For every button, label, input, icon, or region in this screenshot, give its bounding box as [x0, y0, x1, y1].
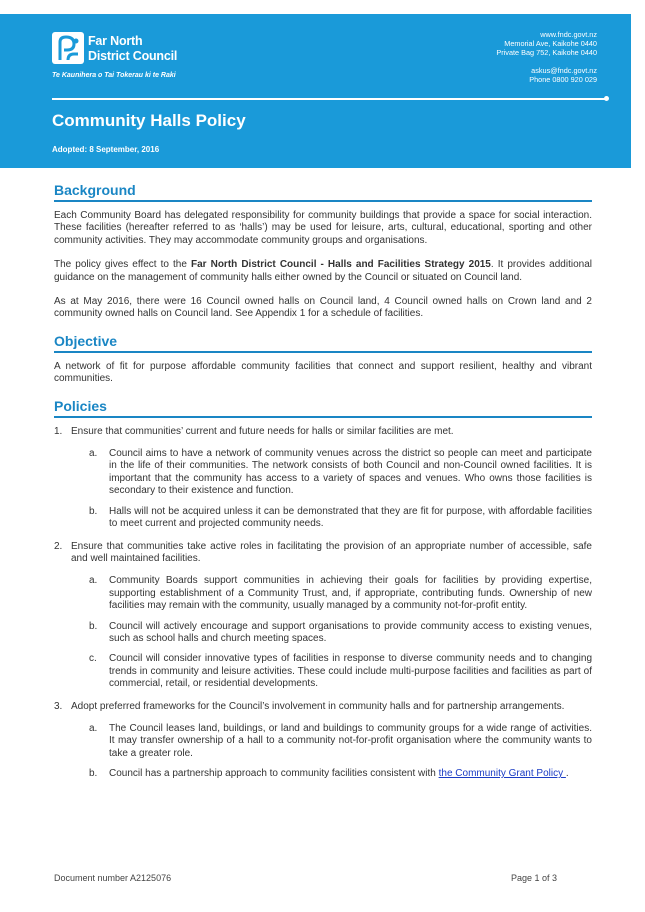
policy-sublist	[71, 723, 592, 781]
policy-sublist	[71, 575, 592, 690]
adopted-date: Adopted: 8 September, 2016	[52, 145, 160, 154]
contact-block	[496, 30, 597, 84]
objective-paragraph: A network of fit for purpose affordable community facilities that connect and support resilient, healthy and vibrant communities.	[54, 360, 592, 385]
policy-subitem: b. Halls will not be acquired unless it can be demonstrated that they are fit for purpose, with affordable facilities to meet current and projected community needs.	[89, 505, 592, 530]
phone-number: Phone 0800 920 029	[529, 75, 597, 84]
council-logo-icon	[52, 32, 84, 64]
background-paragraph-1: Each Community Board has delegated responsibility for community buildings that provide a space for social interaction. These facilities (hereafter referred to as ‘halls’) may be used for leisure, arts, cultural, educational, sporting and other community activities. They may accommodate community groups and organisations.	[54, 210, 592, 246]
page-number: Page 1 of 3	[510, 873, 557, 883]
policy-subitem: c. Council will consider innovative types of facilities in response to diverse community needs and to changing trends in community and leisure activities. These could include multi-purpose facilities and facilities as part of commercial, retail, or residential developments.	[89, 653, 592, 690]
address-line-2: Private Bag 752, Kaikohe 0440	[496, 48, 597, 57]
policy-subitem: a. Council aims to have a network of community venues across the district so people can meet and participate in the life of their communities. The network consists of both Council and non-Council owned facilities. It is important that the community has access to a variety of spaces and venues. Who owns those facilities is secondary to their existence and function.	[89, 448, 592, 497]
policy-text: Ensure that communities take active roles in facilitating the provision of an appropriate number of accessible, safe and well maintained facilities.	[71, 540, 592, 564]
policy-list	[54, 426, 592, 781]
policy-number: 1.	[54, 425, 63, 437]
policy-item	[54, 701, 592, 781]
policy-item	[54, 426, 592, 531]
background-paragraph-2: The policy gives effect to the Far North District Council - Halls and Facilities Strategy 2015. It provides additional guidance on the management of community halls either owned by the Council or situated on Council land.	[54, 259, 592, 283]
org-tagline: Te Kaunihera o Tai Tokerau ki te Raki	[52, 72, 176, 79]
policy-subitem: a. Community Boards support communities in achieving their goals for facilities by providing expertise, supporting establishment of a Community Trust, and, if appropriate, contributing funds. Ownership of new facilities may remain with the community, usually managed by a community not-for-profit entity.	[89, 575, 592, 612]
header-divider-dot	[604, 96, 609, 101]
header-divider	[52, 98, 607, 100]
page-title: Community Halls Policy	[52, 111, 246, 130]
section-heading-policies: Policies	[54, 398, 592, 418]
policy-number: 3.	[54, 700, 63, 712]
policy-item	[54, 541, 592, 691]
document-body	[54, 182, 592, 791]
policy-text: Adopt preferred frameworks for the Council’s involvement in community halls and for partnership arrangements.	[71, 700, 565, 712]
background-paragraph-3: As at May 2016, there were 16 Council owned halls on Council land, 4 Council owned halls on Crown land and 2 community owned halls on Council land. See Appendix 1 for a schedule of facilities.	[54, 296, 592, 320]
policy-subitem: b. Council will actively encourage and support organisations to provide community access to existing venues, such as school halls and church meeting spaces.	[89, 620, 592, 644]
policy-subitem: a. The Council leases land, buildings, or land and buildings to community groups for a wide range of activities. It may transfer ownership of a hall to a community not-for-profit organisation where the community wants to take a greater role.	[89, 722, 592, 759]
org-name: Far North District Council	[88, 34, 178, 63]
policy-subitem: b. Council has a partnership approach to community facilities consistent with the Community Grant Policy .	[89, 768, 569, 780]
website-link[interactable]: www.fndc.govt.nz	[540, 30, 597, 39]
policy-number: 2.	[54, 540, 63, 552]
community-grant-policy-link[interactable]: the Community Grant Policy	[438, 768, 566, 780]
section-heading-background: Background	[54, 182, 592, 202]
section-heading-objective: Objective	[54, 333, 592, 353]
policy-sublist	[71, 448, 592, 530]
email-link[interactable]: askus@fndc.govt.nz	[531, 66, 597, 75]
strategy-name: Far North District Council - Halls and Facilities Strategy 2015	[190, 259, 491, 271]
council-logo[interactable]	[52, 32, 202, 92]
policy-text: Ensure that communities’ current and future needs for halls or similar facilities are met.	[71, 425, 454, 437]
document-number: Document number A2125076	[54, 873, 172, 883]
header-banner	[0, 14, 631, 168]
address-line-1: Memorial Ave, Kaikohe 0440	[504, 39, 597, 48]
